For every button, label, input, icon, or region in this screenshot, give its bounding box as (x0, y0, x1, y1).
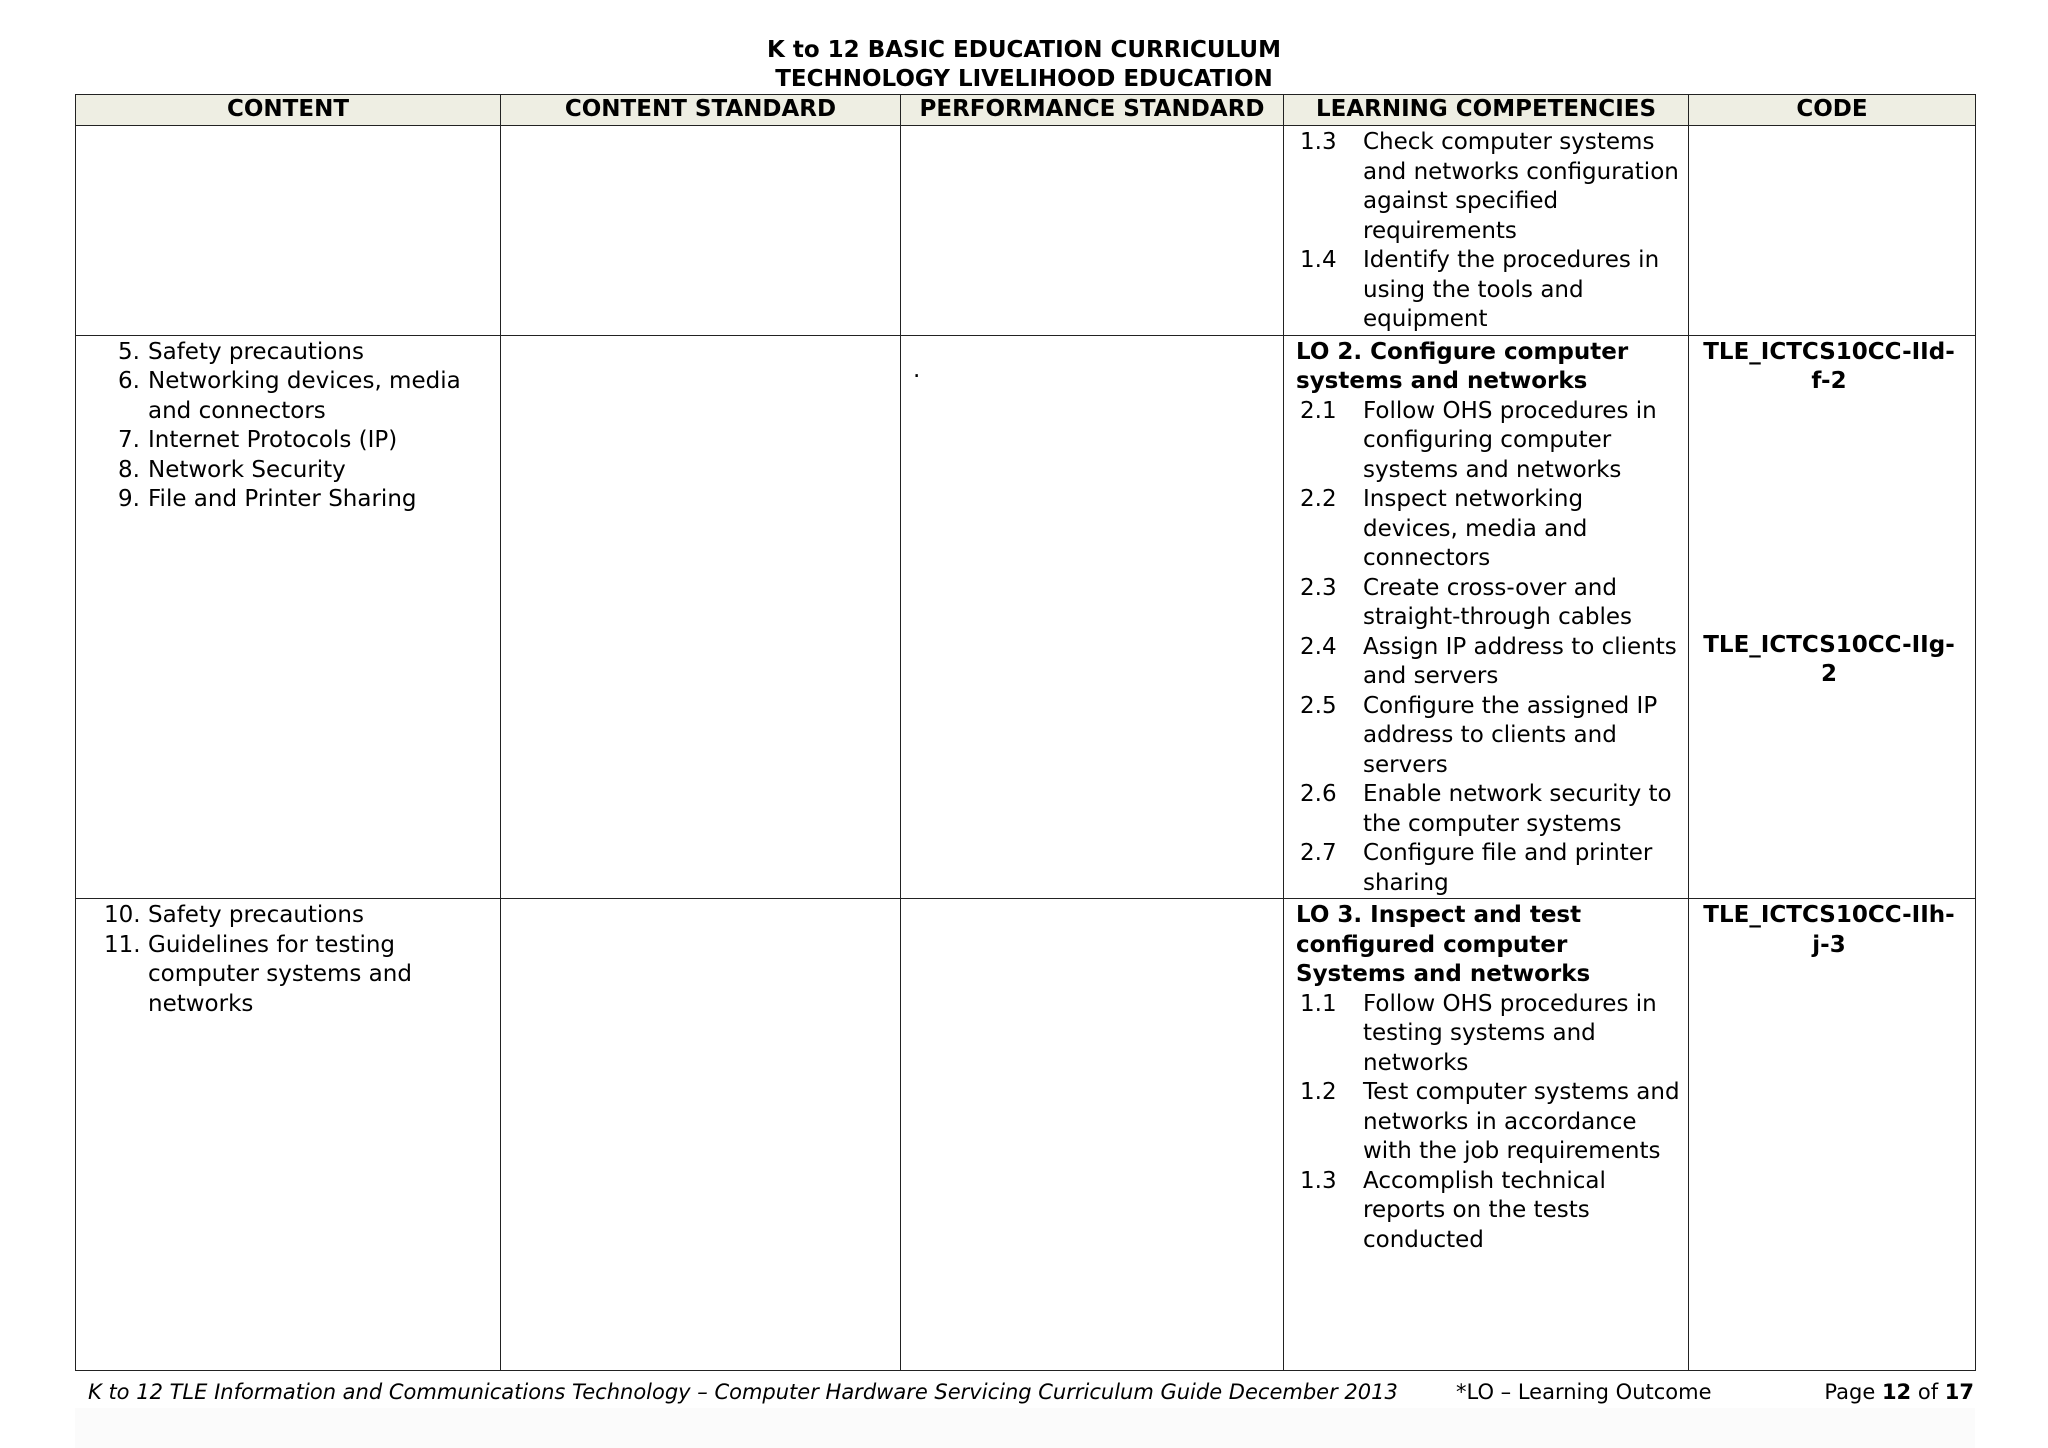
competency-number: 2.2 (1300, 486, 1337, 512)
competency-item (1296, 633, 1684, 692)
competency-number: 1.3 (1300, 1167, 1337, 1194)
competency-number: 2.4 (1300, 633, 1337, 660)
code-cell (1689, 335, 1976, 899)
column-header-content-standard: CONTENT STANDARD (501, 95, 901, 126)
content-item (104, 426, 500, 456)
footer-legend: *LO – Learning Outcome (1456, 1380, 1712, 1404)
competencies-cell (1284, 335, 1689, 899)
column-header-learning-competencies: LEARNING COMPETENCIES (1284, 95, 1689, 126)
content-item-text: Networking devices, media and connectors (148, 368, 461, 424)
table-header-row (76, 95, 1976, 126)
competency-number: 2.3 (1300, 574, 1337, 601)
content-item-text: Internet Protocols (IP) (148, 427, 398, 453)
table-row (76, 899, 1976, 1371)
competency-number: 2.6 (1300, 781, 1337, 807)
competency-code: TLE_ICTCS10CC-IId-f-2 (1703, 338, 1955, 394)
competency-text: Follow OHS procedures in configuring computer systems and networks (1363, 397, 1657, 483)
column-header-performance-standard: PERFORMANCE STANDARD (901, 95, 1284, 126)
competency-item (1296, 1078, 1684, 1167)
column-header-code: CODE (1689, 95, 1976, 126)
performance-standard-cell (901, 335, 1284, 899)
content-item-number: 9. (118, 486, 140, 512)
competency-number: 2.1 (1300, 397, 1337, 424)
content-item-text: Guidelines for testing computer systems and networks (148, 931, 412, 1017)
column-header-content: CONTENT (76, 95, 501, 126)
code-cell (1689, 899, 1976, 1371)
curriculum-table (75, 94, 1976, 1371)
competency-text: Accomplish technical reports on the tests conducted (1363, 1167, 1606, 1253)
performance-standard-cell (901, 126, 1284, 336)
competency-text: Test computer systems and networks in accordance with the job requirements (1363, 1079, 1680, 1164)
content-item-text: Safety precautions (148, 902, 364, 928)
page-footer (88, 1378, 1974, 1408)
competency-number: 1.4 (1300, 247, 1337, 273)
footer-guide-title: K to 12 TLE Information and Communications Technology – Computer Hardware Servicing Curriculum Guide December 2013 (88, 1380, 1398, 1404)
competencies-cell (1284, 126, 1689, 336)
competency-text: Follow OHS procedures in testing systems and networks (1363, 990, 1657, 1076)
learning-outcome-title: LO 2. Configure computer systems and networks (1296, 338, 1629, 394)
competency-text: Check computer systems and networks configuration against specified requirements (1363, 129, 1679, 244)
content-item-text: Network Security (148, 456, 346, 483)
page-of: of (1911, 1380, 1945, 1404)
competency-item (1296, 780, 1684, 839)
competency-text: Inspect networking devices, media and connectors (1363, 486, 1588, 571)
content-item-number: 7. (118, 427, 140, 453)
code-cell (1689, 126, 1976, 336)
competency-code: TLE_ICTCS10CC-IIg-2 (1703, 631, 1955, 687)
competency-code: TLE_ICTCS10CC-IIh-j-3 (1703, 902, 1955, 958)
curriculum-title: K to 12 BASIC EDUCATION CURRICULUM (767, 37, 1281, 63)
content-standard-cell (501, 126, 901, 336)
content-item (104, 931, 500, 1020)
competency-number: 2.5 (1300, 692, 1337, 719)
content-item (104, 485, 500, 515)
competency-item (1296, 246, 1684, 335)
table-row (76, 126, 1976, 336)
competency-number: 1.2 (1300, 1079, 1337, 1105)
competency-item (1296, 692, 1684, 781)
content-item (104, 901, 500, 931)
competency-text: Create cross-over and straight-through cables (1363, 574, 1632, 630)
content-item-text: File and Printer Sharing (148, 486, 417, 512)
competency-number: 1.1 (1300, 990, 1337, 1017)
learning-outcome-title: LO 3. Inspect and test configured computer Systems and networks (1296, 902, 1591, 987)
content-item (104, 367, 500, 426)
competency-item (1296, 990, 1684, 1079)
content-item-text: Safety precautions (148, 338, 364, 365)
competency-item (1296, 574, 1684, 633)
competency-item (1296, 485, 1684, 574)
content-item (104, 456, 500, 486)
content-standard-cell (501, 899, 901, 1371)
content-cell (76, 335, 501, 899)
content-standard-cell (501, 335, 901, 899)
content-item-number: 10. (104, 902, 141, 928)
content-cell (76, 126, 501, 336)
performance-standard-text: . (913, 356, 921, 383)
competency-item (1296, 1167, 1684, 1256)
competency-text: Assign IP address to clients and servers (1363, 633, 1677, 689)
content-item (104, 338, 500, 368)
page-prefix: Page (1824, 1380, 1882, 1404)
competency-text: Identify the procedures in using the tools and equipment (1363, 247, 1660, 332)
competency-item (1296, 839, 1684, 898)
page-number (1824, 1378, 1974, 1406)
competency-item (1296, 397, 1684, 486)
page-header (0, 36, 2048, 94)
content-item-number: 8. (118, 456, 140, 483)
table-row (76, 335, 1976, 899)
bottom-band (75, 1408, 1975, 1448)
competency-text: Configure the assigned IP address to clients and servers (1363, 692, 1658, 778)
competency-text: Enable network security to the computer systems (1363, 781, 1672, 837)
competency-item (1296, 128, 1684, 246)
subject-title: TECHNOLOGY LIVELIHOOD EDUCATION (775, 66, 1273, 92)
page-total: 17 (1944, 1380, 1974, 1404)
competency-text: Configure file and printer sharing (1363, 840, 1653, 896)
content-item-number: 5. (118, 338, 140, 365)
competency-number: 1.3 (1300, 129, 1337, 155)
content-item-number: 11. (104, 931, 141, 958)
competency-number: 2.7 (1300, 840, 1337, 866)
content-cell (76, 899, 501, 1371)
page-current: 12 (1881, 1380, 1912, 1404)
content-item-number: 6. (118, 368, 140, 394)
competencies-cell (1284, 899, 1689, 1371)
performance-standard-cell (901, 899, 1284, 1371)
